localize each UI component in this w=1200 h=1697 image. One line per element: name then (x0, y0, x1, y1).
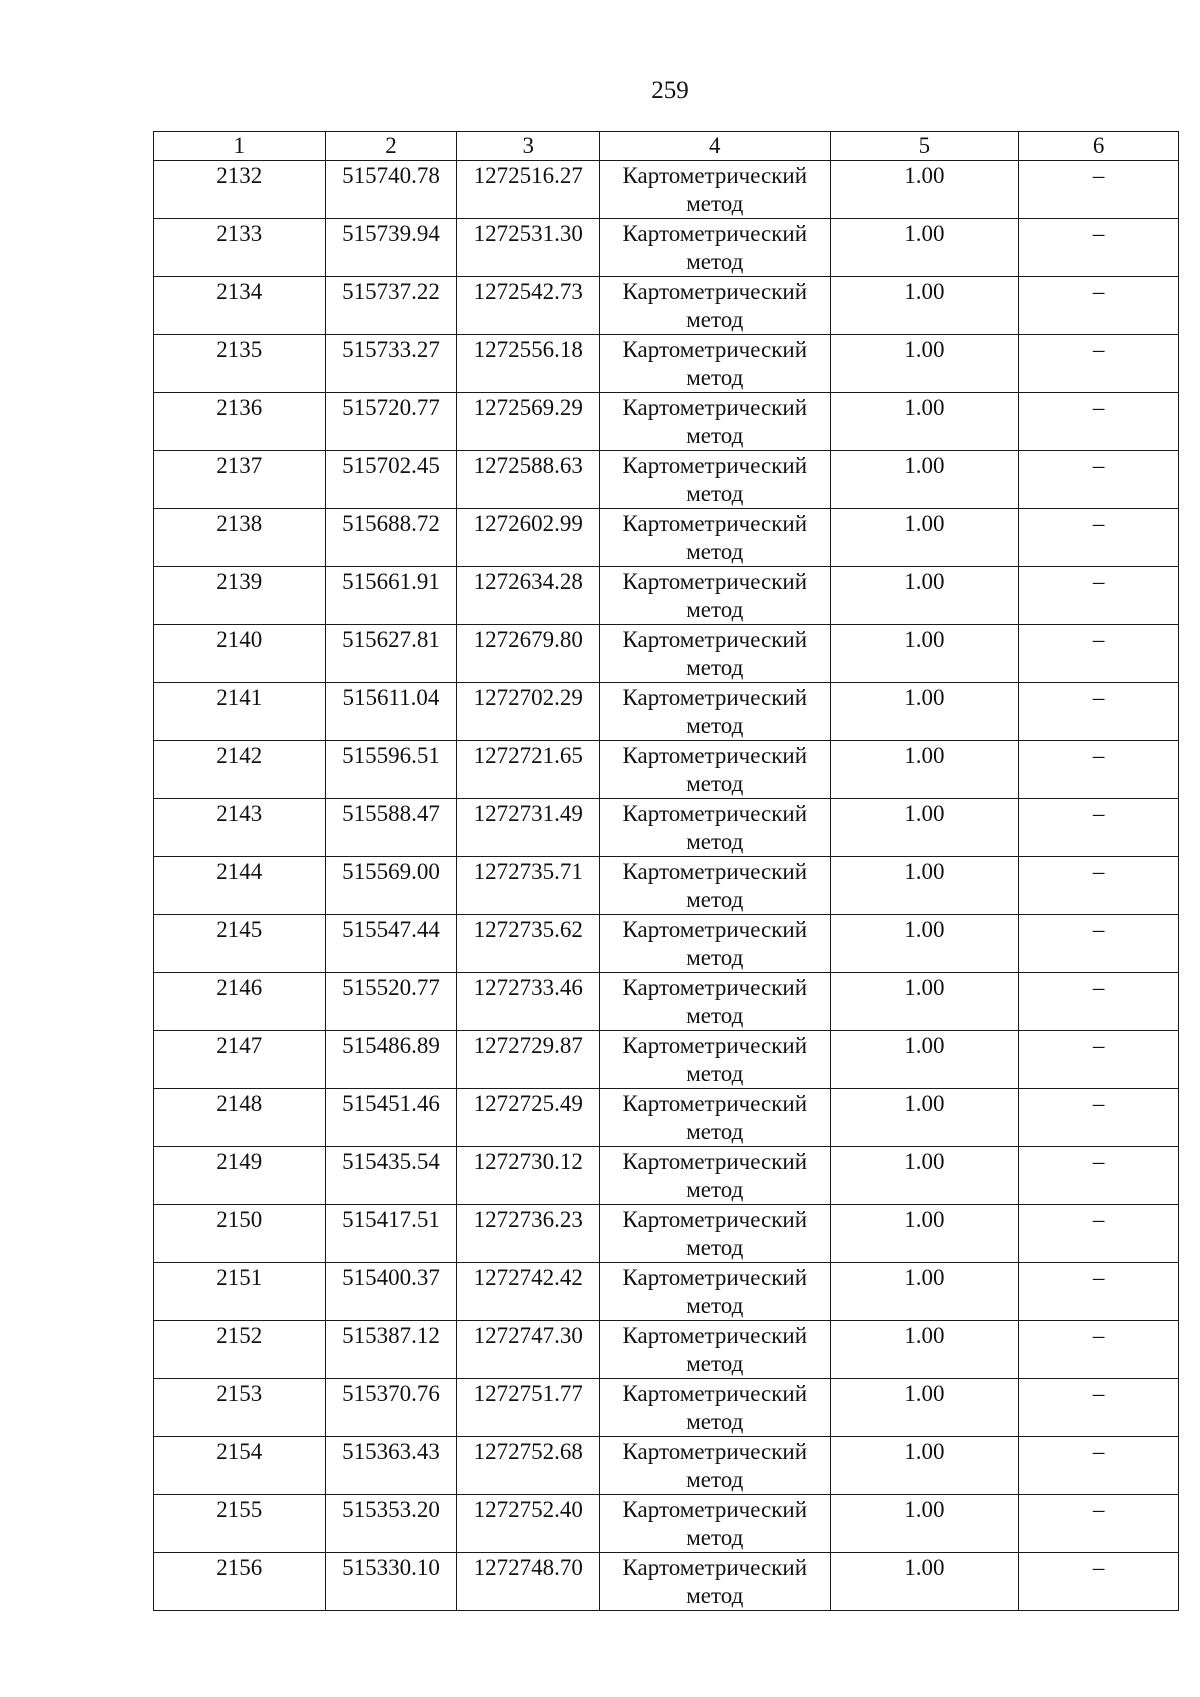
accuracy-cell: 1.00 (830, 625, 1019, 683)
note-cell: – (1019, 1147, 1179, 1205)
method-text-line: метод (686, 1003, 744, 1028)
point-number-cell: 2147 (154, 1031, 326, 1089)
method-cell (600, 1205, 831, 1263)
y-coordinate-cell: 1272735.62 (457, 915, 600, 973)
table-row (154, 1205, 1179, 1263)
point-number-cell: 2145 (154, 915, 326, 973)
note-cell: – (1019, 1553, 1179, 1611)
method-text-line: метод (686, 481, 744, 506)
point-number-cell: 2151 (154, 1263, 326, 1321)
method-text-line: метод (686, 771, 744, 796)
method-text-line: Картометрический (622, 1439, 808, 1464)
method-cell (600, 683, 831, 741)
table-row (154, 1495, 1179, 1553)
accuracy-cell: 1.00 (830, 857, 1019, 915)
method-text-line: метод (686, 597, 744, 622)
method-cell (600, 1553, 831, 1611)
method-cell (600, 915, 831, 973)
note-cell: – (1019, 741, 1179, 799)
y-coordinate-cell: 1272679.80 (457, 625, 600, 683)
y-coordinate-cell: 1272731.49 (457, 799, 600, 857)
x-coordinate-cell: 515400.37 (325, 1263, 457, 1321)
accuracy-cell: 1.00 (830, 1205, 1019, 1263)
y-coordinate-cell: 1272725.49 (457, 1089, 600, 1147)
method-cell (600, 393, 831, 451)
note-cell: – (1019, 857, 1179, 915)
method-text-line: Картометрический (622, 569, 808, 594)
point-number-cell: 2133 (154, 219, 326, 277)
table-row (154, 1379, 1179, 1437)
method-cell (600, 741, 831, 799)
note-cell: – (1019, 1263, 1179, 1321)
method-text-line: Картометрический (622, 395, 808, 420)
x-coordinate-cell: 515720.77 (325, 393, 457, 451)
point-number-cell: 2134 (154, 277, 326, 335)
method-text-line: метод (686, 1467, 744, 1492)
point-number-cell: 2141 (154, 683, 326, 741)
note-cell: – (1019, 277, 1179, 335)
x-coordinate-cell: 515417.51 (325, 1205, 457, 1263)
accuracy-cell: 1.00 (830, 683, 1019, 741)
x-coordinate-cell: 515387.12 (325, 1321, 457, 1379)
note-cell: – (1019, 973, 1179, 1031)
method-text-line: метод (686, 307, 744, 332)
note-cell: – (1019, 451, 1179, 509)
header-row (154, 132, 1179, 161)
method-cell (600, 1147, 831, 1205)
method-cell (600, 509, 831, 567)
method-text-line: Картометрический (622, 279, 808, 304)
method-text-line: Картометрический (622, 627, 808, 652)
y-coordinate-cell: 1272588.63 (457, 451, 600, 509)
method-text-line: Картометрический (622, 1207, 808, 1232)
point-number-cell: 2148 (154, 1089, 326, 1147)
method-text-line: метод (686, 1583, 744, 1608)
method-text-line: метод (686, 1235, 744, 1260)
method-text-line: Картометрический (622, 337, 808, 362)
x-coordinate-cell: 515370.76 (325, 1379, 457, 1437)
table-row (154, 1437, 1179, 1495)
point-number-cell: 2155 (154, 1495, 326, 1553)
point-number-cell: 2140 (154, 625, 326, 683)
method-text-line: метод (686, 249, 744, 274)
accuracy-cell: 1.00 (830, 335, 1019, 393)
note-cell: – (1019, 509, 1179, 567)
y-coordinate-cell: 1272752.68 (457, 1437, 600, 1495)
note-cell: – (1019, 915, 1179, 973)
x-coordinate-cell: 515569.00 (325, 857, 457, 915)
method-text-line: Картометрический (622, 453, 808, 478)
x-coordinate-cell: 515627.81 (325, 625, 457, 683)
x-coordinate-cell: 515739.94 (325, 219, 457, 277)
y-coordinate-cell: 1272531.30 (457, 219, 600, 277)
table-row (154, 799, 1179, 857)
accuracy-cell: 1.00 (830, 509, 1019, 567)
y-coordinate-cell: 1272569.29 (457, 393, 600, 451)
method-cell (600, 1321, 831, 1379)
table-body (154, 161, 1179, 1611)
table-row (154, 973, 1179, 1031)
method-text-line: Картометрический (622, 859, 808, 884)
accuracy-cell: 1.00 (830, 1263, 1019, 1321)
note-cell: – (1019, 1089, 1179, 1147)
point-number-cell: 2153 (154, 1379, 326, 1437)
method-text-line: метод (686, 887, 744, 912)
y-coordinate-cell: 1272736.23 (457, 1205, 600, 1263)
method-text-line: метод (686, 1061, 744, 1086)
point-number-cell: 2149 (154, 1147, 326, 1205)
x-coordinate-cell: 515486.89 (325, 1031, 457, 1089)
accuracy-cell: 1.00 (830, 1495, 1019, 1553)
table-header (154, 132, 1179, 161)
accuracy-cell: 1.00 (830, 973, 1019, 1031)
note-cell: – (1019, 1437, 1179, 1495)
table-row (154, 219, 1179, 277)
method-cell (600, 335, 831, 393)
y-coordinate-cell: 1272602.99 (457, 509, 600, 567)
y-coordinate-cell: 1272634.28 (457, 567, 600, 625)
note-cell: – (1019, 1379, 1179, 1437)
y-coordinate-cell: 1272721.65 (457, 741, 600, 799)
y-coordinate-cell: 1272751.77 (457, 1379, 600, 1437)
x-coordinate-cell: 515702.45 (325, 451, 457, 509)
table-row (154, 161, 1179, 219)
point-number-cell: 2138 (154, 509, 326, 567)
note-cell: – (1019, 335, 1179, 393)
method-cell (600, 973, 831, 1031)
table-row (154, 451, 1179, 509)
note-cell: – (1019, 567, 1179, 625)
point-number-cell: 2146 (154, 973, 326, 1031)
method-text-line: метод (686, 829, 744, 854)
accuracy-cell: 1.00 (830, 1379, 1019, 1437)
method-text-line: метод (686, 655, 744, 680)
table-row (154, 335, 1179, 393)
method-cell (600, 1379, 831, 1437)
point-number-cell: 2143 (154, 799, 326, 857)
note-cell: – (1019, 393, 1179, 451)
method-text-line: метод (686, 1525, 744, 1550)
accuracy-cell: 1.00 (830, 799, 1019, 857)
method-text-line: Картометрический (622, 685, 808, 710)
x-coordinate-cell: 515330.10 (325, 1553, 457, 1611)
accuracy-cell: 1.00 (830, 1031, 1019, 1089)
table-row (154, 393, 1179, 451)
x-coordinate-cell: 515611.04 (325, 683, 457, 741)
accuracy-cell: 1.00 (830, 741, 1019, 799)
y-coordinate-cell: 1272730.12 (457, 1147, 600, 1205)
y-coordinate-cell: 1272702.29 (457, 683, 600, 741)
method-cell (600, 1031, 831, 1089)
column-header: 6 (1019, 132, 1179, 161)
x-coordinate-cell: 515435.54 (325, 1147, 457, 1205)
method-text-line: Картометрический (622, 1091, 808, 1116)
method-text-line: Картометрический (622, 801, 808, 826)
method-cell (600, 1089, 831, 1147)
method-cell (600, 567, 831, 625)
x-coordinate-cell: 515588.47 (325, 799, 457, 857)
column-header: 5 (830, 132, 1019, 161)
point-number-cell: 2154 (154, 1437, 326, 1495)
method-text-line: Картометрический (622, 1033, 808, 1058)
column-header: 2 (325, 132, 457, 161)
method-text-line: Картометрический (622, 221, 808, 246)
point-number-cell: 2150 (154, 1205, 326, 1263)
method-cell (600, 625, 831, 683)
x-coordinate-cell: 515451.46 (325, 1089, 457, 1147)
y-coordinate-cell: 1272516.27 (457, 161, 600, 219)
note-cell: – (1019, 1205, 1179, 1263)
point-number-cell: 2136 (154, 393, 326, 451)
method-text-line: метод (686, 713, 744, 738)
method-cell (600, 1495, 831, 1553)
accuracy-cell: 1.00 (830, 1321, 1019, 1379)
x-coordinate-cell: 515733.27 (325, 335, 457, 393)
accuracy-cell: 1.00 (830, 277, 1019, 335)
method-text-line: метод (686, 365, 744, 390)
point-number-cell: 2132 (154, 161, 326, 219)
x-coordinate-cell: 515596.51 (325, 741, 457, 799)
accuracy-cell: 1.00 (830, 915, 1019, 973)
x-coordinate-cell: 515353.20 (325, 1495, 457, 1553)
table-row (154, 915, 1179, 973)
method-text-line: метод (686, 423, 744, 448)
method-text-line: метод (686, 539, 744, 564)
y-coordinate-cell: 1272556.18 (457, 335, 600, 393)
column-header: 1 (154, 132, 326, 161)
table-row (154, 509, 1179, 567)
method-text-line: Картометрический (622, 1265, 808, 1290)
method-text-line: метод (686, 945, 744, 970)
method-text-line: Картометрический (622, 163, 808, 188)
accuracy-cell: 1.00 (830, 1089, 1019, 1147)
method-cell (600, 1437, 831, 1495)
method-text-line: Картометрический (622, 917, 808, 942)
page-number: 259 (651, 77, 689, 104)
method-cell (600, 799, 831, 857)
method-text-line: Картометрический (622, 975, 808, 1000)
point-number-cell: 2156 (154, 1553, 326, 1611)
y-coordinate-cell: 1272735.71 (457, 857, 600, 915)
table-row (154, 567, 1179, 625)
y-coordinate-cell: 1272542.73 (457, 277, 600, 335)
table-row (154, 625, 1179, 683)
method-text-line: Картометрический (622, 1149, 808, 1174)
table-row (154, 1553, 1179, 1611)
method-text-line: метод (686, 1351, 744, 1376)
accuracy-cell: 1.00 (830, 1147, 1019, 1205)
y-coordinate-cell: 1272733.46 (457, 973, 600, 1031)
accuracy-cell: 1.00 (830, 393, 1019, 451)
point-number-cell: 2139 (154, 567, 326, 625)
method-text-line: метод (686, 1119, 744, 1144)
y-coordinate-cell: 1272729.87 (457, 1031, 600, 1089)
x-coordinate-cell: 515363.43 (325, 1437, 457, 1495)
table-row (154, 1089, 1179, 1147)
table-row (154, 741, 1179, 799)
coordinates-table (153, 131, 1179, 1611)
x-coordinate-cell: 515547.44 (325, 915, 457, 973)
method-text-line: метод (686, 1409, 744, 1434)
table-row (154, 1031, 1179, 1089)
note-cell: – (1019, 625, 1179, 683)
column-header: 4 (600, 132, 831, 161)
method-text-line: Картометрический (622, 1497, 808, 1522)
note-cell: – (1019, 161, 1179, 219)
method-cell (600, 857, 831, 915)
method-cell (600, 451, 831, 509)
note-cell: – (1019, 1495, 1179, 1553)
accuracy-cell: 1.00 (830, 219, 1019, 277)
x-coordinate-cell: 515661.91 (325, 567, 457, 625)
point-number-cell: 2135 (154, 335, 326, 393)
table-row (154, 1263, 1179, 1321)
method-text-line: метод (686, 1177, 744, 1202)
table-row (154, 857, 1179, 915)
table-row (154, 683, 1179, 741)
method-cell (600, 1263, 831, 1321)
method-text-line: Картометрический (622, 743, 808, 768)
method-text-line: Картометрический (622, 511, 808, 536)
accuracy-cell: 1.00 (830, 1553, 1019, 1611)
note-cell: – (1019, 1031, 1179, 1089)
method-text-line: Картометрический (622, 1323, 808, 1348)
x-coordinate-cell: 515740.78 (325, 161, 457, 219)
method-text-line: Картометрический (622, 1555, 808, 1580)
accuracy-cell: 1.00 (830, 1437, 1019, 1495)
column-header: 3 (457, 132, 600, 161)
method-cell (600, 277, 831, 335)
accuracy-cell: 1.00 (830, 161, 1019, 219)
note-cell: – (1019, 799, 1179, 857)
table-row (154, 1147, 1179, 1205)
table-row (154, 277, 1179, 335)
point-number-cell: 2137 (154, 451, 326, 509)
x-coordinate-cell: 515737.22 (325, 277, 457, 335)
note-cell: – (1019, 683, 1179, 741)
method-text-line: метод (686, 1293, 744, 1318)
x-coordinate-cell: 515688.72 (325, 509, 457, 567)
method-cell (600, 219, 831, 277)
method-text-line: метод (686, 191, 744, 216)
table-row (154, 1321, 1179, 1379)
point-number-cell: 2142 (154, 741, 326, 799)
y-coordinate-cell: 1272752.40 (457, 1495, 600, 1553)
y-coordinate-cell: 1272748.70 (457, 1553, 600, 1611)
y-coordinate-cell: 1272747.30 (457, 1321, 600, 1379)
method-cell (600, 161, 831, 219)
accuracy-cell: 1.00 (830, 451, 1019, 509)
x-coordinate-cell: 515520.77 (325, 973, 457, 1031)
point-number-cell: 2144 (154, 857, 326, 915)
point-number-cell: 2152 (154, 1321, 326, 1379)
accuracy-cell: 1.00 (830, 567, 1019, 625)
note-cell: – (1019, 1321, 1179, 1379)
y-coordinate-cell: 1272742.42 (457, 1263, 600, 1321)
method-text-line: Картометрический (622, 1381, 808, 1406)
note-cell: – (1019, 219, 1179, 277)
